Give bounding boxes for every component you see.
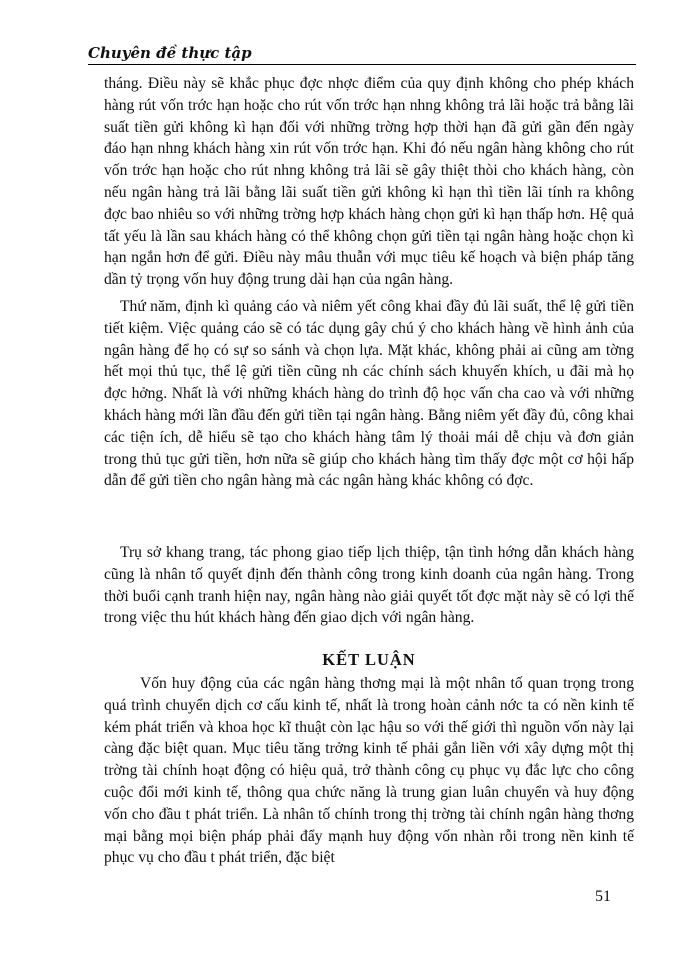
page-number: 51 <box>595 888 611 905</box>
paragraph-1 <box>104 73 634 291</box>
paragraph-text: Trụ sở khang trang, tác phong giao tiếp lịch thiệp, tận tình hớng dẫn khách hàng cũng là nhân tố quyết định đến thành công trong kinh doanh của ngân hàng. Trong thời buổi cạnh tranh hiện nay, ngân hàng nào giải quyết tốt đợc mặt này sẽ có lợi thế trong việc thu hút khách hàng đến giao dịch với ngân hàng. <box>104 544 634 627</box>
paragraph-text: Vốn huy động của các ngân hàng thơng mại là một nhân tố quan trọng trong quá trình chuyển dịch cơ cấu kinh tế, nhất là trong hoàn cảnh nớc ta có nền kinh tế kém phát triển và khoa học kĩ thuật còn lạc hậu so với thế giới thì nguồn vốn này lại càng đặc biệt quan. Mục tiêu tăng trởng kinh tế phải gắn liền với xây dựng một thị trờng tài chính hoạt động có hiệu quả, trở thành công cụ phục vụ đắc lực cho công cuộc đổi mới kinh tế, thông qua chức năng là trung gian luân chuyển và huy động vốn cho đầu t phát triển. Là nhân tố chính trong thị trờng tài chính ngân hàng thơng mại bằng mọi biện pháp phải đẩy mạnh huy động vốn nhàn rỗi trong nền kinh tế phục vụ cho đầu t phát triển, đặc biệt <box>104 675 634 867</box>
page-header <box>88 42 636 65</box>
paragraph-3 <box>104 542 634 629</box>
paragraph-2 <box>104 296 634 492</box>
paragraph-text: tháng. Điều này sẽ khắc phục đợc nhợc điểm của quy định không cho phép khách hàng rút vốn trớc hạn hoặc cho rút vốn trớc hạn nhng không trả lãi hoặc trả bằng lãi suất tiền gửi không kì hạn đối với những trờng hợp thời hạn đã gửi gần đến ngày đáo hạn nhng khách hàng xin rút vốn trớc hạn. Khi đó nếu ngân hàng không cho rút vốn trớc hạn hoặc cho rút nhng không trả lãi sẽ gây thiệt thòi cho khách hàng, còn nếu ngân hàng trả lãi bằng lãi suất tiền gửi không kì hạn thì tiền lãi tính ra không đợc bao nhiêu so với những trờng hợp khách hàng chọn gửi kì hạn thấp hơn. Hệ quả tất yếu là lần sau khách hàng có thể không chọn gửi tiền tại ngân hàng hoặc chọn kì hạn ngắn hơn để gửi. Điều này mâu thuẫn với mục tiêu kế hoạch và biện pháp tăng dần tỷ trọng vốn huy động trung dài hạn của ngân hàng. <box>104 75 634 289</box>
paragraph-4 <box>104 673 634 869</box>
paragraph-text: Thứ năm, định kì quảng cáo và niêm yết công khai đầy đủ lãi suất, thể lệ gửi tiền tiết kiệm. Việc quảng cáo sẽ có tác dụng gây chú ý cho khách hàng về hình ảnh của ngân hàng để họ có sự so sánh và chọn lựa. Mặt khác, không phải ai cũng am tờng hết mọi thủ tục, thể lệ gửi tiền cũng nh các chính sách khuyến khích, u đãi mà họ đợc hởng. Nhất là với những khách hàng do trình độ học vấn cha cao và với những khách hàng mới lần đầu đến gửi tiền tại ngân hàng. Bằng niêm yết đầy đủ, công khai các tiện ích, dễ hiểu sẽ tạo cho khách hàng tâm lý thoải mái dễ chịu và đơn giản trong thủ tục gửi tiền, hơn nữa sẽ giúp cho khách hàng tìm thấy đợc một cơ hội hấp dẫn để gửi tiền cho ngân hàng mà các ngân hàng khác không có đợc. <box>104 298 634 490</box>
section-heading: KẾT LUẬN <box>322 650 416 669</box>
header-title: Chuyên đề thực tập <box>88 44 252 62</box>
